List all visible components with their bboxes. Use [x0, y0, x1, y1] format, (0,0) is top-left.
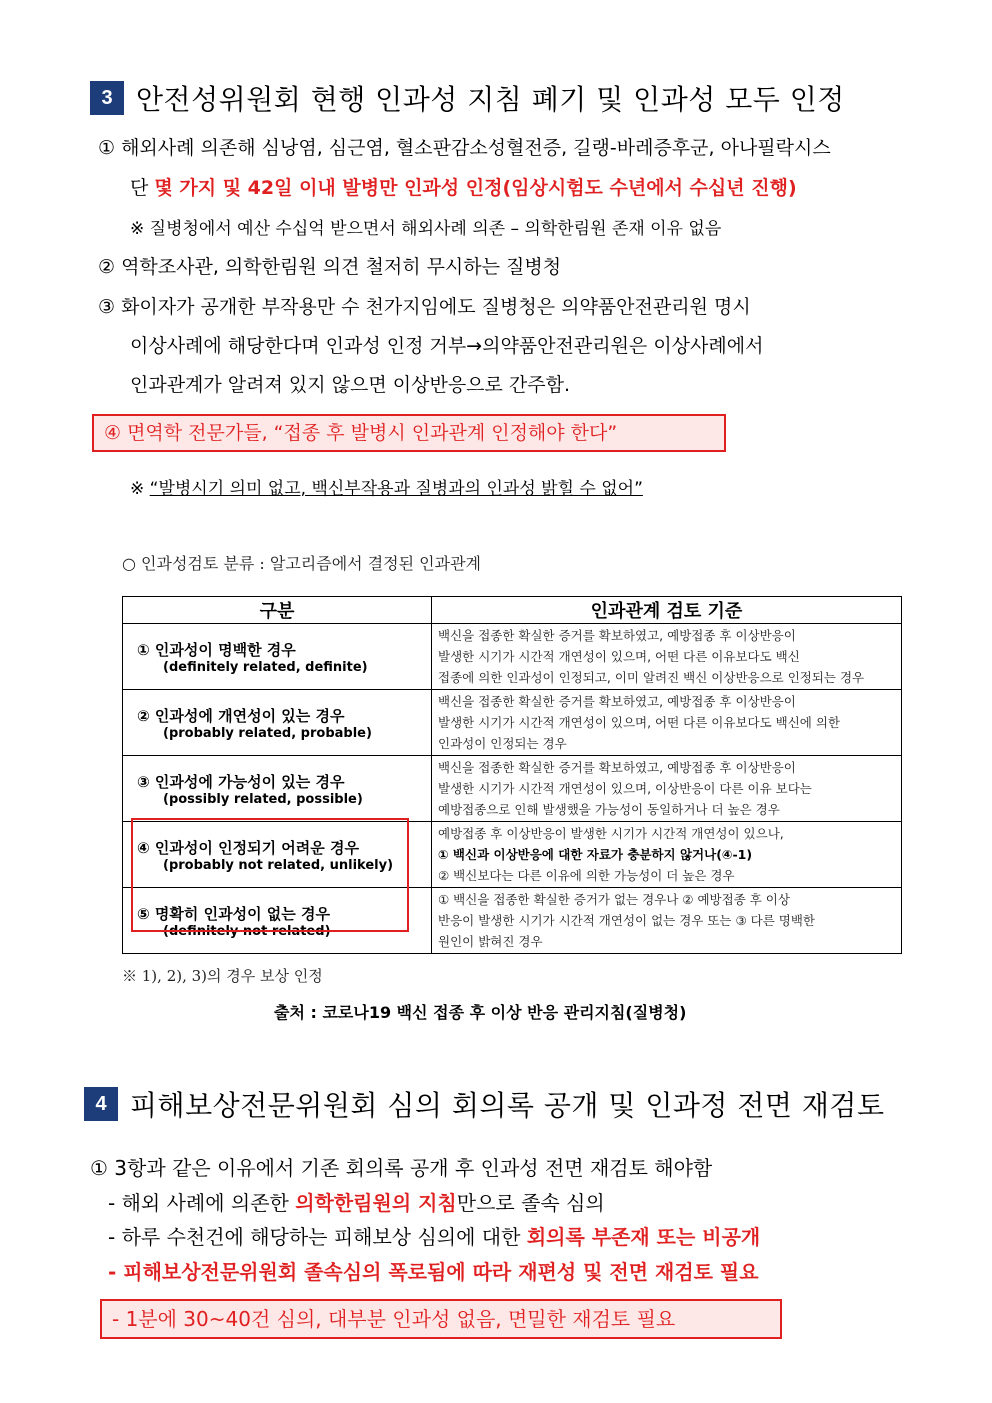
row-category-english: (probably not related, unlikely) [163, 857, 394, 873]
note-mark: ※ [130, 479, 145, 499]
section-4-header [84, 1084, 885, 1124]
criteria-line: 백신을 접종한 확실한 증거를 확보하였고, 예방접종 후 이상반응이 [438, 694, 796, 709]
paragraph-3c: 인과관계가 알려져 있지 않으면 이상반응으로 간주함. [130, 374, 571, 396]
criteria-line: ① 백신과 이상반응에 대한 자료가 충분하지 않거나(④-1) [438, 847, 753, 862]
s4-highlight-box: - 1분에 30~40건 심의, 대부분 인과성 없음, 면밀한 재검토 필요 [100, 1299, 782, 1339]
table-row [123, 624, 902, 690]
s4-bullet-3: - 피해보상전문위원회 졸속심의 폭로됨에 따라 재편성 및 전면 재검토 필요 [108, 1260, 759, 1284]
paragraph-2: ② 역학조사관, 의학한림원 의견 철저히 무시하는 질병청 [98, 256, 562, 278]
s4-bullet-2 [108, 1221, 760, 1250]
section-title: 피해보상전문위원회 심의 회의록 공개 및 인과정 전면 재검토 [130, 1089, 885, 1122]
expert-quote: “발병시기 의미 없고, 백신부작용과 질병과의 인과성 밝힐 수 없어” [149, 479, 643, 499]
section-number-badge: 4 [84, 1087, 118, 1121]
criteria-line: 접종에 의한 인과성이 인정되고, 이미 알려진 백신 이상반응으로 인정되는 경우 [438, 670, 865, 685]
table-caption: ○ 인과성검토 분류 : 알고리즘에서 결정된 인과관계 [122, 554, 481, 573]
row-category-label: ⑤ 명확히 인과성이 없는 경우 [137, 904, 330, 923]
section-title: 안전성위원회 현행 인과성 지침 폐기 및 인과성 모두 인정 [136, 83, 845, 116]
row-category-label: ④ 인과성이 인정되기 어려운 경우 [137, 838, 359, 857]
criteria-line: 발생한 시기가 시간적 개연성이 있으며, 어떤 다른 이유보다도 백신에 의한 [438, 715, 840, 730]
section-number-badge: 3 [90, 81, 124, 115]
row-criteria [432, 756, 902, 822]
paragraph-3a: ③ 화이자가 공개한 부작용만 수 천가지임에도 질병청은 의약품안전관리원 명시 [98, 296, 751, 318]
table-header-row [123, 597, 902, 624]
criteria-line: ① 백신을 접종한 확실한 증거가 없는 경우나 ② 예방접종 후 이상 [438, 892, 790, 907]
table-row [123, 756, 902, 822]
row-category-label: ① 인과성이 명백한 경우 [137, 640, 296, 659]
paragraph-1-note: ※ 질병청에서 예산 수십억 받으면서 해외사례 의존 – 의학한림원 존재 이유 없음 [130, 219, 722, 239]
criteria-line: 백신을 접종한 확실한 증거를 확보하였고, 예방접종 후 이상반응이 [438, 628, 796, 643]
paragraph-3b: 이상사례에 해당한다며 인과성 인정 거부→의약품안전관리원은 이상사례에서 [130, 335, 764, 357]
table-header-criteria: 인과관계 검토 기준 [432, 597, 902, 624]
row-category-english: (probably related, probable) [163, 725, 372, 741]
expert-note [130, 474, 643, 499]
row-category-label: ③ 인과성에 가능성이 있는 경우 [137, 772, 345, 791]
row-category [123, 756, 432, 822]
paragraph-1b-highlight: 몇 가지 및 42일 이내 발병만 인과성 인정(임상시험도 수년에서 수십년 진행) [154, 177, 797, 199]
paragraph-1a: ① 해외사례 의존해 심낭염, 심근염, 혈소판감소성혈전증, 길랭-바레증후군, 아나필락시스 [98, 137, 831, 159]
table-note: ※ 1), 2), 3)의 경우 보상 인정 [122, 967, 323, 985]
s4-bullet-1-highlight: 의학한림원의 지침 [295, 1191, 457, 1215]
row-criteria [432, 624, 902, 690]
criteria-line: ② 백신보다는 다른 이유에 의한 가능성이 더 높은 경우 [438, 868, 735, 883]
criteria-line: 인과성이 인정되는 경우 [438, 736, 567, 751]
criteria-line: 발생한 시기가 시간적 개연성이 있으며, 이상반응이 다른 이유 보다는 [438, 781, 812, 796]
row-category-english: (definitely related, definite) [163, 659, 368, 675]
row-category-label: ② 인과성에 개연성이 있는 경우 [137, 706, 345, 725]
paragraph-1b [130, 173, 797, 200]
s4-bullet-1 [108, 1187, 605, 1216]
table-row [123, 690, 902, 756]
s4-bullet-2-highlight: 회의록 부존재 또는 비공개 [526, 1225, 761, 1249]
s4-bullet-1-pre: - 해외 사례에 의존한 [108, 1191, 296, 1215]
criteria-line: 반응이 발생한 시기가 시간적 개연성이 없는 경우 또는 ③ 다른 명백한 [438, 913, 815, 928]
s4-bullet-1-post: 만으로 졸속 심의 [456, 1191, 605, 1215]
row-criteria [432, 822, 902, 888]
row-category [123, 624, 432, 690]
criteria-line: 예방접종 후 이상반응이 발생한 시기가 시간적 개연성이 있으나, [438, 826, 784, 841]
paragraph-1b-prefix: 단 [130, 177, 155, 199]
highlight-box-expert-opinion: ④ 면역학 전문가들, “접종 후 발병시 인과관계 인정해야 한다” [92, 414, 726, 452]
criteria-line: 원인이 밝혀진 경우 [438, 934, 543, 949]
criteria-line: 발생한 시기가 시간적 개연성이 있으며, 어떤 다른 이유보다도 백신 [438, 649, 800, 664]
source-citation: 출처 : 코로나19 백신 접종 후 이상 반응 관리지침(질병청) [274, 1003, 687, 1022]
highlight-outline-rows-4-5 [131, 818, 409, 932]
section-3-header [90, 78, 845, 118]
table-header-category: 구분 [123, 597, 432, 624]
criteria-line: 예방접종으로 인해 발생했을 가능성이 동일하거나 더 높은 경우 [438, 802, 780, 817]
s4-paragraph-1: ① 3항과 같은 이유에서 기존 회의록 공개 후 인과성 전면 재검토 해야함 [90, 1156, 713, 1180]
row-category-english: (definitely not related) [163, 923, 331, 939]
criteria-line: 백신을 접종한 확실한 증거를 확보하였고, 예방접종 후 이상반응이 [438, 760, 796, 775]
row-category [123, 690, 432, 756]
row-criteria [432, 888, 902, 954]
s4-bullet-2-pre: - 하루 수천건에 해당하는 피해보상 심의에 대한 [108, 1225, 527, 1249]
row-criteria [432, 690, 902, 756]
row-category-english: (possibly related, possible) [163, 791, 363, 807]
